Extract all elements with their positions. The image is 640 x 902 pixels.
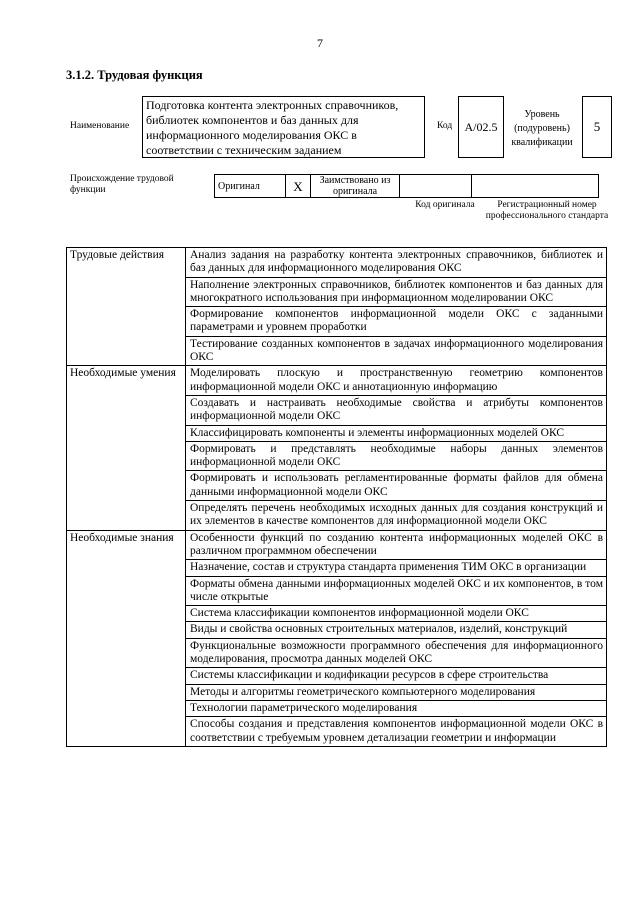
category-cell: Необходимые умения bbox=[67, 366, 186, 530]
table-row bbox=[67, 248, 607, 278]
item-cell: Тестирование созданных компонентов в задачах информационного моделирования ОКС bbox=[186, 336, 607, 366]
item-cell: Формирование компонентов информационной модели ОКС с заданными параметрами и уровнем проработки bbox=[186, 307, 607, 337]
page-number: 7 bbox=[317, 36, 323, 50]
origin-table bbox=[214, 174, 599, 198]
item-cell: Форматы обмена данными информационных моделей ОКС и их компонентов, в том числе открытые bbox=[186, 576, 607, 606]
borrowed-label: Заимствовано из оригинала bbox=[319, 175, 391, 197]
table-row bbox=[67, 366, 607, 396]
item-cell: Способы создания и представления компонентов информационной модели ОКС в соответствии с требуемым уровнем детализации геометрии и информации bbox=[186, 717, 607, 747]
name-label: Наименование bbox=[70, 121, 130, 131]
item-cell: Технологии параметрического моделирования bbox=[186, 700, 607, 716]
reg-number-cell bbox=[472, 175, 599, 198]
item-cell: Виды и свойства основных строительных материалов, изделий, конструкций bbox=[186, 622, 607, 638]
original-mark: X bbox=[293, 178, 303, 194]
code-caption: Код оригинала bbox=[415, 200, 475, 210]
item-cell: Создавать и настраивать необходимые свойства и атрибуты компонентов информационной модели ОКС bbox=[186, 395, 607, 425]
section-title: 3.1.2. Трудовая функция bbox=[66, 68, 203, 82]
labor-function-table bbox=[66, 247, 607, 747]
function-name-value: Подготовка контента электронных справочников, библиотек компонентов и баз данных для информационного моделирования ОКС в соответствии с техническим заданием bbox=[146, 98, 399, 157]
item-cell: Моделировать плоскую и пространственную геометрию компонентов информационной модели ОКС и аннотационную информацию bbox=[186, 366, 607, 396]
table-row bbox=[67, 530, 607, 560]
category-cell: Необходимые знания bbox=[67, 530, 186, 746]
item-cell: Наполнение электронных справочников, библиотек компонентов и баз данных для многократного использования при информационном моделировании ОКС bbox=[186, 277, 607, 307]
item-cell: Назначение, состав и структура стандарта применения ТИМ ОКС в организации bbox=[186, 560, 607, 576]
item-cell: Системы классификации и кодификации ресурсов в сфере строительства bbox=[186, 668, 607, 684]
level-label: Уровень (подуровень) квалификации bbox=[511, 109, 573, 148]
original-cell bbox=[215, 175, 286, 198]
item-cell: Особенности функций по созданию контента информационных моделей ОКС в различном программном обеспечении bbox=[186, 530, 607, 560]
labor-function-table-body bbox=[67, 248, 607, 747]
category-cell: Трудовые действия bbox=[67, 248, 186, 366]
level-value: 5 bbox=[593, 119, 601, 134]
item-cell: Формировать и использовать регламентированные форматы файлов для обмена данными информационной модели ОКС bbox=[186, 471, 607, 501]
level-box bbox=[582, 96, 612, 158]
reg-caption: Регистрационный номер профессионального стандарта bbox=[485, 200, 609, 221]
code-value: А/02.5 bbox=[464, 119, 498, 134]
origin-label: Происхождение трудовой функции bbox=[70, 174, 174, 195]
item-cell: Классифицировать компоненты и элементы информационных моделей ОКС bbox=[186, 425, 607, 441]
original-code-cell bbox=[400, 175, 472, 198]
code-box bbox=[458, 96, 504, 158]
item-cell: Система классификации компонентов информационной модели ОКС bbox=[186, 606, 607, 622]
function-name-box bbox=[142, 96, 425, 158]
item-cell: Формировать и представлять необходимые наборы данных элементов информационной модели ОКС bbox=[186, 441, 607, 471]
borrowed-cell bbox=[311, 175, 400, 198]
item-cell: Функциональные возможности программного обеспечения для информационного моделирования, просмотра данных моделей ОКС bbox=[186, 638, 607, 668]
item-cell: Методы и алгоритмы геометрического компьютерного моделирования bbox=[186, 684, 607, 700]
item-cell: Определять перечень необходимых исходных данных для создания конструкций и их элементов в качестве компонентов для информационной модели ОКС bbox=[186, 501, 607, 531]
original-mark-cell bbox=[286, 175, 311, 198]
item-cell: Анализ задания на разработку контента электронных справочников, библиотек и баз данных для информационного моделирования ОКС bbox=[186, 248, 607, 278]
code-label: Код bbox=[437, 121, 453, 131]
original-label: Оригинал bbox=[218, 180, 260, 192]
